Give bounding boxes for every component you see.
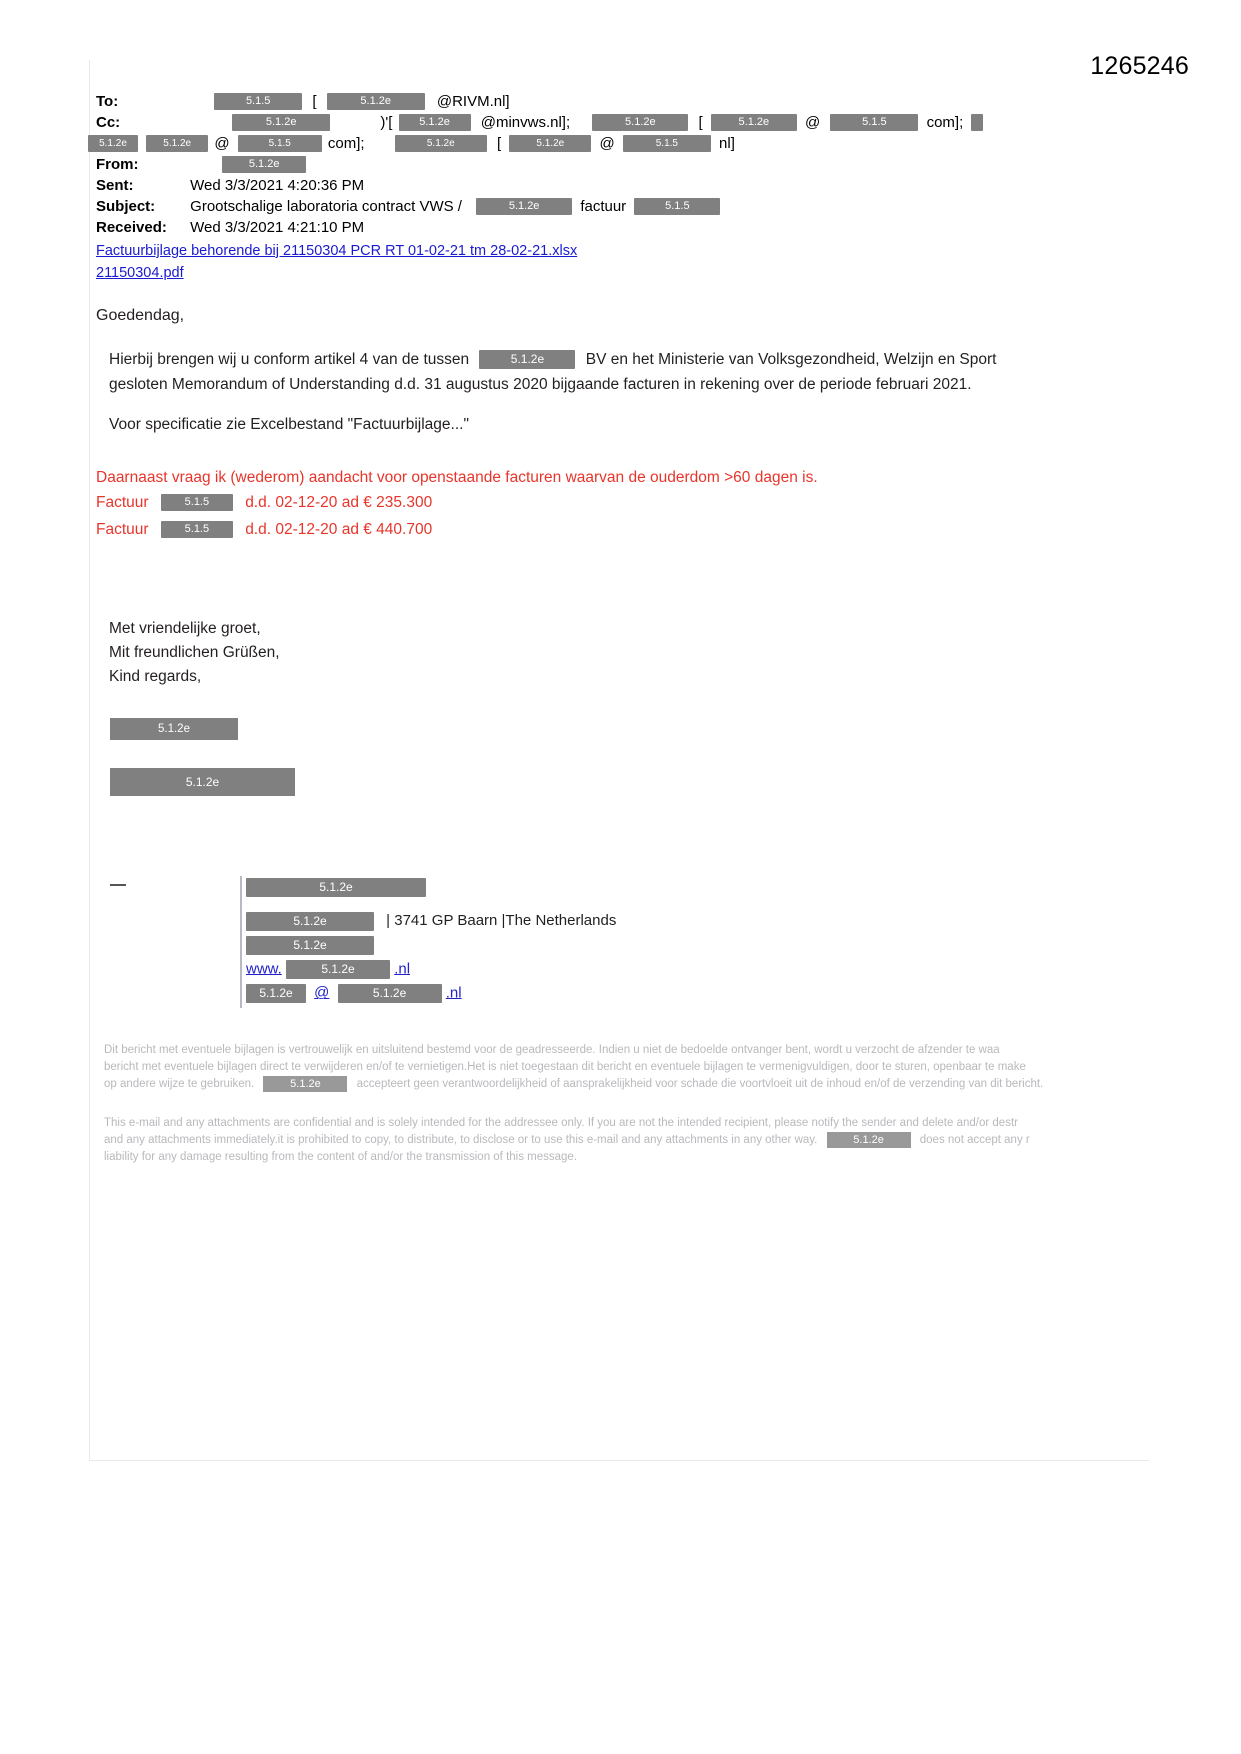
signature-divider-dash: [110, 884, 126, 886]
redaction-box: 5.1.2e: [711, 114, 797, 131]
disclaimer-nl-line2: bericht met eventuele bijlagen direct te verwijderen en/of te vernietigen.Het is niet toegestaan dit bericht en eventuele bijlagen te vermenigvuldigen, door te sturen, openbaar te make: [104, 1061, 1026, 1073]
document-number: 1265246: [1090, 52, 1189, 80]
redaction-box: 5.1.2e: [246, 912, 374, 931]
header-row-cc-line1: [96, 113, 1146, 134]
header-row-sent: [96, 176, 1146, 197]
invoice-label: Factuur: [96, 521, 149, 538]
redaction-box: 5.1.2e: [146, 135, 208, 152]
disclaimer-dutch: [104, 1042, 1164, 1093]
disclaimer-english: [104, 1115, 1164, 1166]
signoff-block: [109, 617, 280, 689]
redaction-box: 5.1.2e: [110, 718, 238, 740]
redaction-box: 5.1.2e: [338, 984, 442, 1003]
header-row-cc-line2: [96, 134, 1146, 155]
page-frame-left-rule: [89, 60, 90, 1460]
cc-fragment-3: [: [698, 113, 703, 131]
cc-fragment-8: [: [496, 134, 502, 152]
redaction-box: 5.1.2e: [827, 1132, 911, 1148]
redaction-box: 5.1.2e: [88, 135, 138, 152]
subject-value-mid: factuur: [580, 197, 627, 215]
redaction-box: 5.1.2e: [246, 936, 374, 955]
signoff-en: Kind regards,: [109, 668, 202, 685]
page-frame-bottom-rule: [89, 1460, 1149, 1461]
header-row-from: [96, 155, 1146, 176]
cc-label: Cc:: [96, 113, 121, 131]
redaction-box: 5.1.5: [161, 521, 233, 538]
redaction-box: 5.1.2e: [395, 135, 487, 152]
disclaimer-en-line2a: and any attachments immediately.it is prohibited to copy, to distribute, to disclose or to use this e-mail and any attachments in any other way.: [104, 1134, 818, 1147]
redaction-box: 5.1.2e: [246, 878, 426, 897]
cc-fragment-7: com];: [327, 134, 365, 152]
redaction-box: 5.1.2e: [399, 114, 471, 131]
website-suffix[interactable]: .nl: [394, 960, 411, 978]
redaction-box: 5.1.2e: [592, 114, 688, 131]
signature-company-line: [246, 878, 426, 897]
redaction-box: 5.1.2e: [110, 768, 295, 796]
header-row-received: [96, 218, 1146, 239]
disclaimer-en-line1: This e-mail and any attachments are confidential and is solely intended for the addressee only. If you are not the intended recipient, please notify the sender and delete and/or destr: [104, 1117, 1018, 1129]
received-label: Received:: [96, 218, 167, 236]
to-bracket-open: [: [312, 92, 317, 110]
greeting-text: Goedendag,: [96, 307, 185, 324]
invoice-label: Factuur: [96, 494, 149, 511]
disclaimer-en-line3: liability for any damage resulting from the content of and/or the transmission of this message.: [104, 1151, 578, 1164]
body-paragraph-1: [109, 347, 1109, 397]
sent-value: Wed 3/3/2021 4:20:36 PM: [190, 176, 365, 194]
disclaimer-en-line2: [104, 1132, 1164, 1149]
redaction-box: 5.1.2e: [476, 198, 572, 215]
cc-fragment-4b: @: [599, 134, 615, 152]
redaction-box: 5.1.5: [830, 114, 918, 131]
redaction-box: 5.1.2e: [286, 960, 390, 979]
invoice-line-2: [96, 518, 432, 542]
redaction-box: 5.1.2e: [232, 114, 330, 131]
sent-label: Sent:: [96, 176, 134, 194]
redaction-box: 5.1.2e: [479, 350, 575, 369]
overdue-notice: Daarnaast vraag ik (wederom) aandacht voor openstaande facturen waarvan de ouderdom >60 dagen is.: [96, 469, 818, 486]
redaction-box: 5.1.2e: [263, 1076, 347, 1092]
redaction-box: 5.1.5: [214, 93, 302, 110]
email-header: [96, 92, 1146, 239]
attachment-link-xlsx[interactable]: Factuurbijlage behorende bij 21150304 PCR RT 01-02-21 tm 28-02-21.xlsx: [96, 243, 578, 259]
cc-fragment-5: com];: [926, 113, 964, 131]
cc-fragment-1: )'[: [380, 113, 393, 131]
email-suffix[interactable]: .nl: [445, 984, 462, 1002]
header-row-to: [96, 92, 1146, 113]
signature-phone-line: [246, 936, 374, 955]
website-prefix[interactable]: www.: [246, 960, 282, 978]
signature-address-suffix: | 3741 GP Baarn |The Netherlands: [386, 912, 617, 930]
subject-label: Subject:: [96, 197, 156, 215]
attachment-link-pdf[interactable]: 21150304.pdf: [96, 265, 184, 281]
cc-fragment-4: @: [805, 113, 821, 131]
para1-pre: Hierbij brengen wij u conform artikel 4 van de tussen: [109, 351, 470, 368]
signature-address-line: [246, 912, 616, 931]
disclaimer-nl-line1: Dit bericht met eventuele bijlagen is vertrouwelijk en uitsluitend bestemd voor de geadresseerde. Indien u niet de bedoelde ontvanger bent, wordt u verzocht de afzender te waa: [104, 1044, 1000, 1056]
body-paragraph-2: Voor specificatie zie Excelbestand "Factuurbijlage...": [109, 416, 469, 433]
redaction-box: 5.1.5: [634, 198, 720, 215]
disclaimer-nl-line3b: accepteert geen verantwoordelijkheid of aansprakelijkheid voor schade die voortvloeit uit de inhoud en/of de verzending van dit bericht.: [356, 1078, 1044, 1091]
received-value: Wed 3/3/2021 4:21:10 PM: [190, 218, 365, 236]
para1-line2: gesloten Memorandum of Understanding d.d. 31 augustus 2020 bijgaande facturen in rekening over de periode februari 2021.: [109, 376, 972, 393]
signature-vertical-rule: [240, 876, 242, 1008]
to-label: To:: [96, 92, 119, 110]
redaction-box: 5.1.2e: [327, 93, 425, 110]
redaction-box: 5.1.5: [623, 135, 711, 152]
header-row-subject: [96, 197, 1146, 218]
disclaimer-en-line2b: does not accept any r: [919, 1134, 1030, 1147]
cc-fragment-2: @minvws.nl];: [480, 113, 571, 131]
signoff-nl: Met vriendelijke groet,: [109, 620, 261, 637]
redaction-box: 5.1.2e: [246, 984, 306, 1003]
signature-website-line[interactable]: [246, 960, 410, 979]
from-label: From:: [96, 155, 139, 173]
redaction-box: 5.1.2e: [509, 135, 591, 152]
invoice-value: d.d. 02-12-20 ad € 440.700: [245, 521, 433, 538]
redaction-box: [971, 114, 983, 131]
cc-fragment-9: @: [214, 134, 230, 152]
signoff-de: Mit freundlichen Grüßen,: [109, 644, 280, 661]
signature-email-line[interactable]: [246, 984, 462, 1003]
email-at: @: [314, 984, 330, 1002]
cc-fragment-10: nl]: [719, 134, 735, 152]
redaction-box: 5.1.2e: [222, 156, 306, 173]
disclaimer-nl-line3a: op andere wijze te gebruiken.: [104, 1078, 255, 1091]
disclaimer-nl-line3: [104, 1076, 1164, 1093]
para1-post: BV en het Ministerie van Volksgezondheid, Welzijn en Sport: [585, 351, 997, 368]
invoice-value: d.d. 02-12-20 ad € 235.300: [245, 494, 433, 511]
redaction-box: 5.1.5: [161, 494, 233, 511]
subject-value-pre: Grootschalige laboratoria contract VWS /: [190, 197, 462, 215]
to-domain: @RIVM.nl]: [436, 92, 510, 110]
invoice-line-1: [96, 491, 432, 515]
redaction-box: 5.1.5: [238, 135, 322, 152]
